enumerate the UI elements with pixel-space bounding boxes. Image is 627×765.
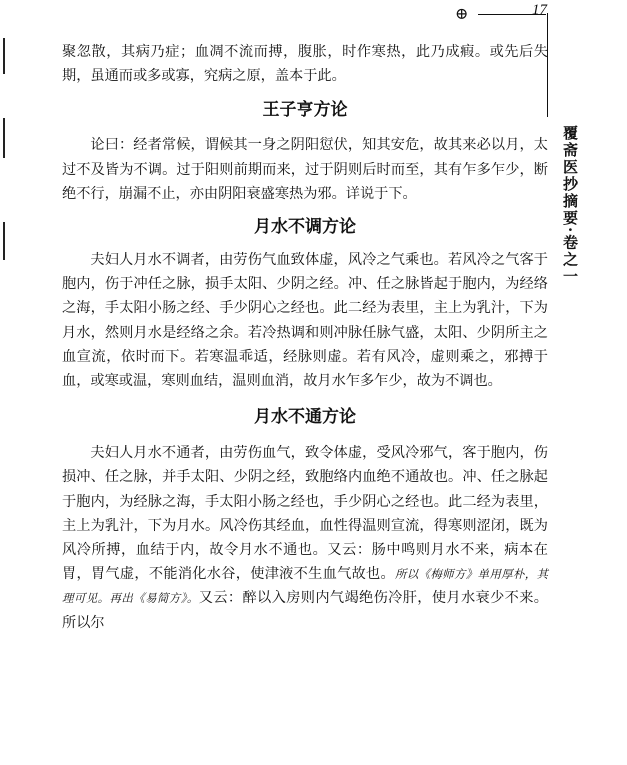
margin-mark	[3, 38, 5, 74]
section-paragraph: 论曰：经者常候，谓候其一身之阴阳愆伏，知其安危，故其来必以月，太过不及皆为不调。过于阳则前期而来，过于阴则后时而至，其有乍多乍少，断绝不行，崩漏不止，亦由阴阳衰盛寒热为邪。详说于下。	[62, 137, 548, 202]
section-paragraph	[62, 441, 548, 635]
intro-paragraph: 聚忽散，其病乃症；血凋不流而搏，腹胀，时作寒热，此乃成瘕。或先后失期，虽通而或多或寡，究病之原，盖本于此。	[62, 44, 548, 85]
paragraph-text: 夫妇人月水不通者，由劳伤血气，致令体虚，受风冷邪气，客于胞内，伤损冲、任之脉，并手太阳、少阴之经，致胞络内血绝不通故也。冲、任之脉起于胞内，为经脉之海，手太阳小肠之经也，手少阴心之经也。此二经为表里，主上为乳汁，下为月水。风冷伤其经血，血性得温则宣流，得寒则涩闭，既为风冷所搏，血结于内，故令月水不通也。又云：肠中鸣则月水不来，病本在胃，胃气虚，不能消化水谷，使津液不生血气故也。	[62, 445, 548, 583]
annotation-note: 所以《梅师方》单用厚朴，其理可见。再出《易简方》。	[62, 567, 548, 606]
section-heading: 月水不调方论	[254, 217, 356, 238]
margin-mark	[3, 222, 5, 260]
paragraph-continuation: 又云：醉以入房则内气竭绝伤冷肝，使月水衰少不来。所以尔	[62, 590, 548, 631]
margin-mark	[3, 118, 5, 158]
section-heading: 月水不通方论	[254, 407, 356, 428]
header-ornament: ⊕	[455, 4, 469, 23]
section-heading: 王子亨方论	[262, 100, 348, 121]
page-number: 17	[532, 2, 547, 18]
page-body	[62, 40, 548, 635]
side-running-title: 覆斋医抄摘要·卷之一	[561, 125, 579, 286]
section-paragraph: 夫妇人月水不调者，由劳伤气血致体虚，风冷之气乘也。若风冷之气客于胞内，伤于冲任之脉，损手太阳、少阴之经。冲、任之脉皆起于胞内，为经络之海，手太阳小肠之经、手少阴心之经也。此二经为表里，主上为乳汁，下为月水，然则月水是经络之余。若冷热调和则冲脉任脉气盛，太阳、少阴所主之血宣流，依时而下。若寒温乖适，经脉则虚。若有风冷，虚则乘之，邪搏于血，或寒或温，寒则血结，温则血消，故月水乍多乍少，故为不调也。	[62, 252, 548, 390]
